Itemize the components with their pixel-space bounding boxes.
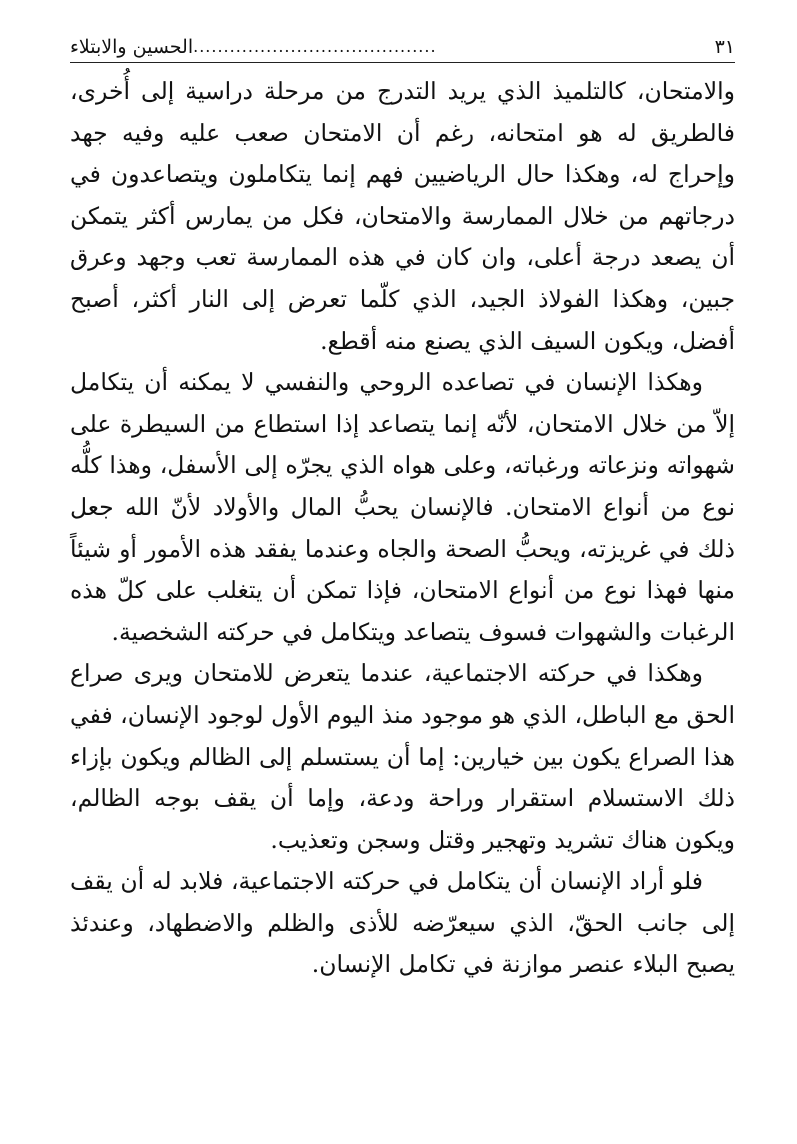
paragraph-2: وهكذا الإنسان في تصاعده الروحي والنفسي لا يمكنه أن يتكامل إلاّ من خلال الامتحان، لأنّه إنما يتصاعد إذا استطاع من السيطرة على شهواته ونزعاته ورغباته، وعلى هواه الذي يجرّه إلى الأسفل، وهذا كلُّه نوع من أنواع الامتحان. فالإنسان يحبُّ المال والأولاد لأنّ الله جعل ذلك في غريزته، ويحبُّ الصحة والجاه وعندما يفقد هذه الأمور أو شيئاً منها فهذا نوع من أنواع الامتحان، فإذا تمكن أن يتغلب على كلّ هذه الرغبات والشهوات فسوف يتصاعد ويتكامل في حركته الشخصية. [70, 368, 735, 646]
running-header [70, 30, 735, 63]
header-title: الحسين والابتلاء [70, 36, 194, 58]
paragraph-4: فلو أراد الإنسان أن يتكامل في حركته الاجتماعية، فلابد له أن يقف إلى جانب الحقّ، الذي سيعرّضه للأذى والظلم والاضطهاد، وعندئذ يصبح البلاء عنصر موازنة في تكامل الإنسان. [70, 867, 735, 979]
page-number: ٣١ [714, 36, 735, 58]
paragraph-3: وهكذا في حركته الاجتماعية، عندما يتعرض للامتحان ويرى صراع الحق مع الباطل، الذي هو موجود منذ اليوم الأول لوجود الإنسان، ففي هذا الصراع يكون بين خيارين: إما أن يستسلم إلى الظالم ويكون بإزاء ذلك الاستسلام استقرار وراحة ودعة، وإما أن يقف بوجه الظالم، ويكون هناك تشريد وتهجير وقتل وسجن وتعذيب. [70, 659, 735, 854]
header-dot-leader: ........................................ [193, 37, 437, 56]
page-body [70, 71, 735, 986]
paragraph-1: والامتحان، كالتلميذ الذي يريد التدرج من مرحلة دراسية إلى أُخرى، فالطريق له هو امتحانه، رغم أن الامتحان صعب عليه وفيه جهد وإحراج له، وهكذا حال الرياضيين فهم إنما يتكاملون ويتصاعدون في درجاتهم من خلال الممارسة والامتحان، فكل من يمارس أكثر يتمكن أن يصعد درجة أعلى، وان كان في هذه الممارسة تعب وجهد وعرق جبين، وهكذا الفولاذ الجيد، الذي كلّما تعرض إلى النار أكثر، أصبح أفضل، ويكون السيف الذي يصنع منه أقطع. [70, 77, 735, 355]
header-title-group [70, 34, 437, 60]
